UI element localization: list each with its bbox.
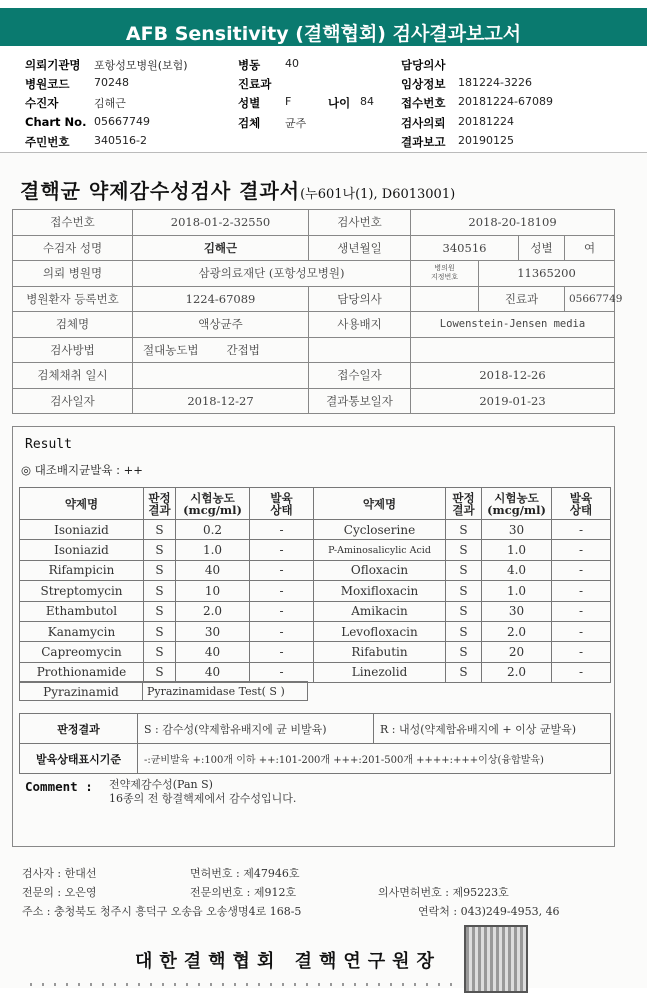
- table-row: [13, 210, 615, 236]
- header-line: (mcg/ml): [183, 502, 242, 517]
- info-label-line: 지정번호: [430, 273, 459, 282]
- header-label: 병동: [238, 58, 261, 72]
- info-label: 검사번호: [309, 210, 411, 236]
- growth-status: -: [552, 540, 611, 560]
- header-line: 발육: [270, 490, 293, 505]
- header-value: 20181224: [458, 115, 514, 128]
- drug-name: Streptomycin: [20, 581, 144, 601]
- table-row: [20, 560, 611, 580]
- header-value: 20181224-67089: [458, 95, 553, 108]
- concentration: 40: [176, 642, 250, 662]
- growth-status: -: [250, 540, 314, 560]
- header-label: 검체: [238, 116, 261, 130]
- header-label: 검사의뢰: [401, 116, 446, 130]
- table-row: [20, 601, 611, 621]
- result-value: S: [446, 540, 482, 560]
- concentration: 2.0: [176, 601, 250, 621]
- growth-status: -: [552, 520, 611, 540]
- header-value: 40: [285, 57, 299, 70]
- result-title: Result: [25, 437, 72, 452]
- growth-status: -: [552, 642, 611, 662]
- drug-name: Linezolid: [314, 662, 446, 682]
- contact: 연락처 : 043)249-4953, 46: [418, 905, 560, 918]
- table-header-row: [20, 488, 611, 520]
- control-growth: ◎ 대조배지균발육 : ++: [21, 463, 143, 477]
- result-value: S: [144, 621, 176, 641]
- result-value: S: [446, 642, 482, 662]
- header-line: 상태: [569, 502, 593, 517]
- header-line: 판정: [148, 490, 171, 505]
- comment-line: 16종의 전 항결핵제에서 감수성입니다.: [109, 792, 297, 805]
- report-title: AFB Sensitivity (결핵협회) 검사결과보고서: [0, 0, 647, 46]
- info-label-line: 병의원: [434, 264, 455, 273]
- col-growth: [250, 488, 314, 520]
- header-value: 84: [360, 95, 374, 108]
- info-value: 05667749: [565, 286, 615, 312]
- header-line: 상태: [270, 502, 293, 517]
- drug-name: Levofloxacin: [314, 621, 446, 641]
- table-row: [20, 520, 611, 540]
- concentration: 10: [176, 581, 250, 601]
- table-row: [13, 363, 615, 389]
- col-conc: [482, 488, 552, 520]
- header-label: 임상정보: [401, 77, 446, 91]
- drug-name: Rifampicin: [20, 560, 144, 580]
- info-label: 병원환자 등록번호: [13, 286, 133, 312]
- document-title: [20, 175, 455, 204]
- legend-growth: -:균비발육 +:100개 이하 ++:101-200개 +++:201-500개 ++++:+++이상(융합발육): [138, 744, 611, 774]
- growth-status: -: [552, 601, 611, 621]
- info-label: 검사일자: [13, 388, 133, 414]
- result-value: S: [446, 520, 482, 540]
- result-value: S: [446, 601, 482, 621]
- header-value: 181224-3226: [458, 76, 532, 89]
- concentration: 4.0: [482, 560, 552, 580]
- growth-status: -: [250, 621, 314, 641]
- header-value: 김해근: [94, 97, 126, 110]
- concentration: 30: [482, 520, 552, 540]
- pyrazinamide-row: [19, 681, 308, 701]
- organization-name: 대한결핵협회 결핵연구원장: [135, 951, 441, 972]
- table-row: [20, 714, 611, 744]
- table-row: [20, 621, 611, 641]
- info-value: 1224-67089: [133, 286, 309, 312]
- concentration: 30: [482, 601, 552, 621]
- info-value: Lowenstein-Jensen media: [411, 312, 615, 338]
- header-value: 70248: [94, 76, 129, 89]
- info-value: [133, 337, 309, 363]
- result-value: S: [446, 621, 482, 641]
- header-value: 20190125: [458, 134, 514, 147]
- method-primary: 절대농도법: [143, 342, 199, 357]
- comment-text: [109, 778, 296, 806]
- license-number: 면허번호 : 제47946호: [190, 867, 300, 880]
- concentration: 2.0: [482, 662, 552, 682]
- info-value: [133, 363, 309, 389]
- info-label: 접수일자: [309, 363, 411, 389]
- drug-name: Prothionamide: [20, 662, 144, 682]
- info-value: 액상균주: [133, 312, 309, 338]
- info-label: 생년월일: [309, 235, 411, 261]
- legend-resistant: R : 내성(약제함유배지에 + 이상 균발육): [374, 714, 611, 744]
- drug-table-body: [20, 520, 611, 683]
- header-value: 340516-2: [94, 134, 147, 147]
- drug-name: Ofloxacin: [314, 560, 446, 580]
- table-row: [20, 744, 611, 774]
- method-secondary: 간접법: [226, 342, 260, 357]
- col-result: [446, 488, 482, 520]
- drug-name: Moxifloxacin: [314, 581, 446, 601]
- header-label: 진료과: [238, 77, 272, 91]
- table-row: [13, 337, 615, 363]
- scanned-report: [0, 153, 647, 988]
- drug-sensitivity-table: [19, 487, 611, 683]
- info-label: 검사방법: [13, 337, 133, 363]
- result-value: S: [144, 662, 176, 682]
- header-label: 병원코드: [25, 77, 70, 91]
- info-value: 여: [565, 235, 615, 261]
- concentration: 40: [176, 662, 250, 682]
- header-line: (mcg/ml): [487, 502, 546, 517]
- info-value: [411, 286, 479, 312]
- info-value: 2018-01-2-32550: [133, 210, 309, 236]
- header-value: 포항성모병원(보험): [94, 59, 188, 72]
- physician-license: 의사면허번호 : 제95223호: [378, 886, 509, 899]
- info-label: 성별: [519, 235, 565, 261]
- concentration: 1.0: [482, 540, 552, 560]
- header-value: 05667749: [94, 115, 150, 128]
- header-label: 결과보고: [401, 135, 446, 149]
- growth-status: -: [552, 621, 611, 641]
- drug-name: Ethambutol: [20, 601, 144, 621]
- legend-header: 판정결과: [20, 714, 138, 744]
- info-label: [411, 261, 479, 287]
- growth-status: -: [250, 601, 314, 621]
- specialist: 전문의 : 오은영: [22, 886, 97, 899]
- header-line: 결과: [452, 502, 475, 517]
- result-value: S: [446, 662, 482, 682]
- table-row: [13, 261, 615, 287]
- address: 주소 : 충청북도 청주시 흥덕구 오송읍 오송생명4로 168-5: [22, 905, 302, 918]
- growth-status: -: [250, 560, 314, 580]
- info-empty: [411, 337, 615, 363]
- concentration: 1.0: [176, 540, 250, 560]
- legend-susceptible: S : 감수성(약제함유배지에 균 비발육): [138, 714, 374, 744]
- concentration: 1.0: [482, 581, 552, 601]
- header-label: 의뢰기관명: [25, 58, 81, 72]
- result-value: S: [144, 560, 176, 580]
- header-label: 성별: [238, 96, 261, 110]
- table-row: [13, 312, 615, 338]
- info-value: 김해근: [133, 235, 309, 261]
- concentration: 40: [176, 560, 250, 580]
- info-label: 검체명: [13, 312, 133, 338]
- drug-name: Cycloserine: [314, 520, 446, 540]
- growth-status: -: [250, 662, 314, 682]
- header-line: 발육: [569, 490, 593, 505]
- header-line: 시험농도: [190, 490, 235, 505]
- specialist-number: 전문의번호 : 제912호: [190, 886, 297, 899]
- header-line: 시험농도: [494, 490, 539, 505]
- info-label: 수검자 성명: [13, 235, 133, 261]
- growth-status: -: [250, 642, 314, 662]
- header-value: F: [285, 95, 292, 108]
- official-seal: [464, 925, 528, 993]
- pza-label: Pyrazinamid: [19, 681, 143, 701]
- result-value: S: [144, 642, 176, 662]
- growth-status: -: [250, 520, 314, 540]
- growth-status: -: [552, 662, 611, 682]
- specimen-info-table: [12, 209, 623, 414]
- table-row: [13, 235, 615, 261]
- cut-off-text: [30, 983, 460, 986]
- info-label: 접수번호: [13, 210, 133, 236]
- col-drug: 약제명: [20, 488, 144, 520]
- header-value: 균주: [285, 117, 307, 130]
- info-label: 담당의사: [309, 286, 411, 312]
- info-value: 2018-20-18109: [411, 210, 615, 236]
- result-value: S: [144, 581, 176, 601]
- drug-name: Rifabutin: [314, 642, 446, 662]
- col-growth: [552, 488, 611, 520]
- info-label: 결과통보일자: [309, 388, 411, 414]
- info-label: 진료과: [479, 286, 565, 312]
- result-value: S: [144, 540, 176, 560]
- examiner: 검사자 : 한대선: [22, 867, 97, 880]
- result-section: [12, 426, 615, 847]
- result-value: S: [144, 520, 176, 540]
- concentration: 20: [482, 642, 552, 662]
- table-row: [13, 286, 615, 312]
- concentration: 0.2: [176, 520, 250, 540]
- info-value: 2018-12-27: [133, 388, 309, 414]
- info-empty: [309, 337, 411, 363]
- drug-name: Amikacin: [314, 601, 446, 621]
- legend-table: [19, 713, 611, 774]
- header-label: 나이: [328, 96, 351, 110]
- drug-name: Isoniazid: [20, 540, 144, 560]
- header-line: 결과: [148, 502, 171, 517]
- document-title-text: 결핵균 약제감수성검사 결과서: [20, 179, 301, 203]
- table-row: [20, 642, 611, 662]
- result-value: S: [446, 581, 482, 601]
- document-code: (누601나(1), D6013001): [300, 187, 456, 202]
- info-value: 11365200: [479, 261, 615, 287]
- growth-status: -: [552, 560, 611, 580]
- header-label: 접수번호: [401, 96, 446, 110]
- concentration: 30: [176, 621, 250, 641]
- pza-value: Pyrazinamidase Test( S ): [143, 681, 308, 701]
- result-value: S: [144, 601, 176, 621]
- growth-status: -: [250, 581, 314, 601]
- info-label: 의뢰 병원명: [13, 261, 133, 287]
- info-value: 2019-01-23: [411, 388, 615, 414]
- drug-name: Isoniazid: [20, 520, 144, 540]
- concentration: 2.0: [482, 621, 552, 641]
- info-value: 340516: [411, 235, 519, 261]
- info-value: 2018-12-26: [411, 363, 615, 389]
- header-line: 판정: [452, 490, 475, 505]
- legend-header: 발육상태표시기준: [20, 744, 138, 774]
- header-label: 담당의사: [401, 58, 446, 72]
- table-row: [20, 662, 611, 682]
- info-label: 검체채취 일시: [13, 363, 133, 389]
- table-row: [13, 388, 615, 414]
- growth-status: -: [552, 581, 611, 601]
- info-value: 삼광의료재단 (포항성모병원): [133, 261, 411, 287]
- drug-name: Kanamycin: [20, 621, 144, 641]
- result-value: S: [446, 560, 482, 580]
- col-result: [144, 488, 176, 520]
- col-conc: [176, 488, 250, 520]
- table-row: [20, 540, 611, 560]
- header-label: Chart No.: [25, 115, 87, 129]
- comment-label: Comment :: [25, 779, 93, 794]
- drug-name: Capreomycin: [20, 642, 144, 662]
- comment-line: 전약제감수성(Pan S): [109, 778, 213, 791]
- col-drug: 약제명: [314, 488, 446, 520]
- drug-name: P-Aminosalicylic Acid: [314, 540, 446, 560]
- patient-header: [0, 50, 647, 150]
- info-label: 사용배지: [309, 312, 411, 338]
- header-label: 주민번호: [25, 135, 70, 149]
- table-row: [20, 581, 611, 601]
- header-label: 수진자: [25, 96, 59, 110]
